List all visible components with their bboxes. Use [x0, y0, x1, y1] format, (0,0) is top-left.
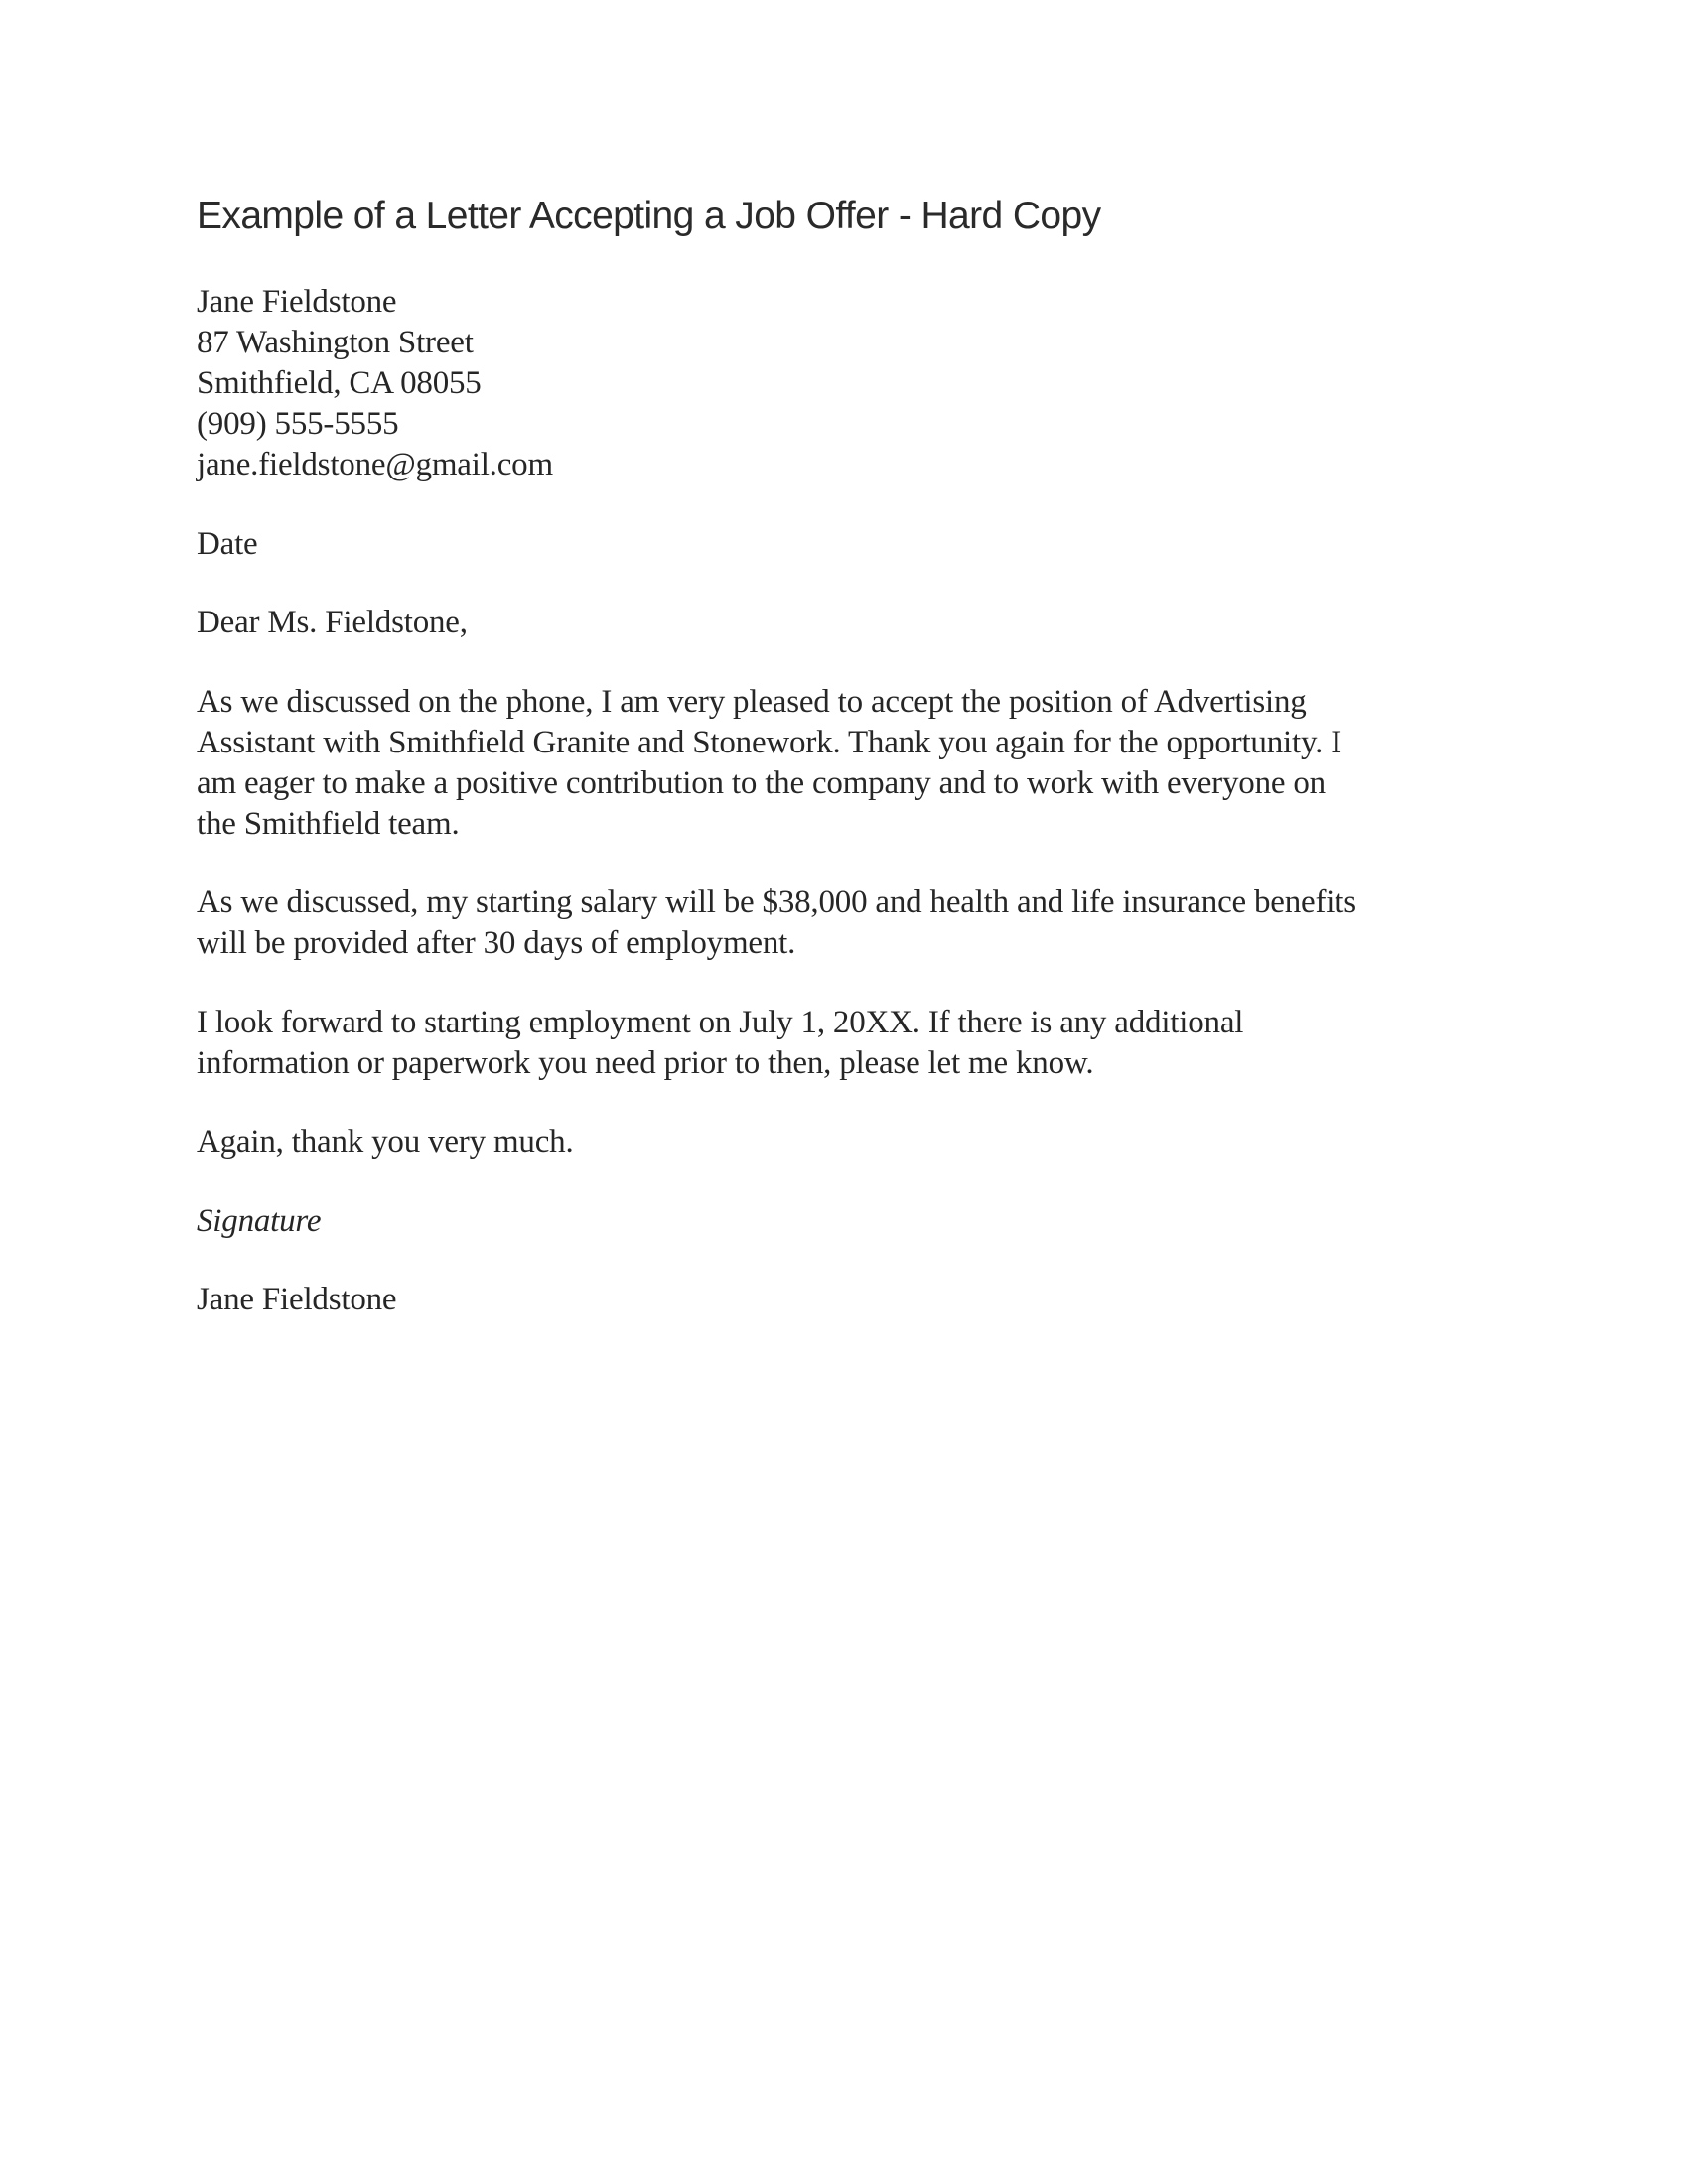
- document-title: Example of a Letter Accepting a Job Offer - Hard Copy: [197, 195, 1101, 237]
- sender-phone: (909) 555-5555: [197, 406, 399, 442]
- sender-name: Jane Fieldstone: [197, 284, 397, 320]
- paragraph-1-line-3: am eager to make a positive contribution to the company and to work with everyone on: [197, 765, 1326, 801]
- salutation: Dear Ms. Fieldstone,: [197, 605, 468, 640]
- sender-email: jane.fieldstone@gmail.com: [197, 447, 553, 482]
- paragraph-1-line-4: the Smithfield team.: [197, 806, 460, 842]
- signer-name: Jane Fieldstone: [197, 1282, 397, 1317]
- sender-city-state-zip: Smithfield, CA 08055: [197, 365, 482, 401]
- paragraph-2-line-2: will be provided after 30 days of employment.: [197, 925, 796, 961]
- paragraph-1-line-1: As we discussed on the phone, I am very pleased to accept the position of Advertising: [197, 684, 1307, 720]
- paragraph-1-line-2: Assistant with Smithfield Granite and Stonework. Thank you again for the opportunity. I: [197, 725, 1342, 760]
- paragraph-3-line-2: information or paperwork you need prior to then, please let me know.: [197, 1045, 1094, 1081]
- date-line: Date: [197, 526, 258, 562]
- signature-placeholder: Signature: [197, 1203, 322, 1239]
- paragraph-2-line-1: As we discussed, my starting salary will be $38,000 and health and life insurance benefits: [197, 885, 1356, 920]
- closing-line: Again, thank you very much.: [197, 1124, 574, 1160]
- paragraph-3-line-1: I look forward to starting employment on July 1, 20XX. If there is any additional: [197, 1005, 1244, 1040]
- sender-street: 87 Washington Street: [197, 325, 474, 360]
